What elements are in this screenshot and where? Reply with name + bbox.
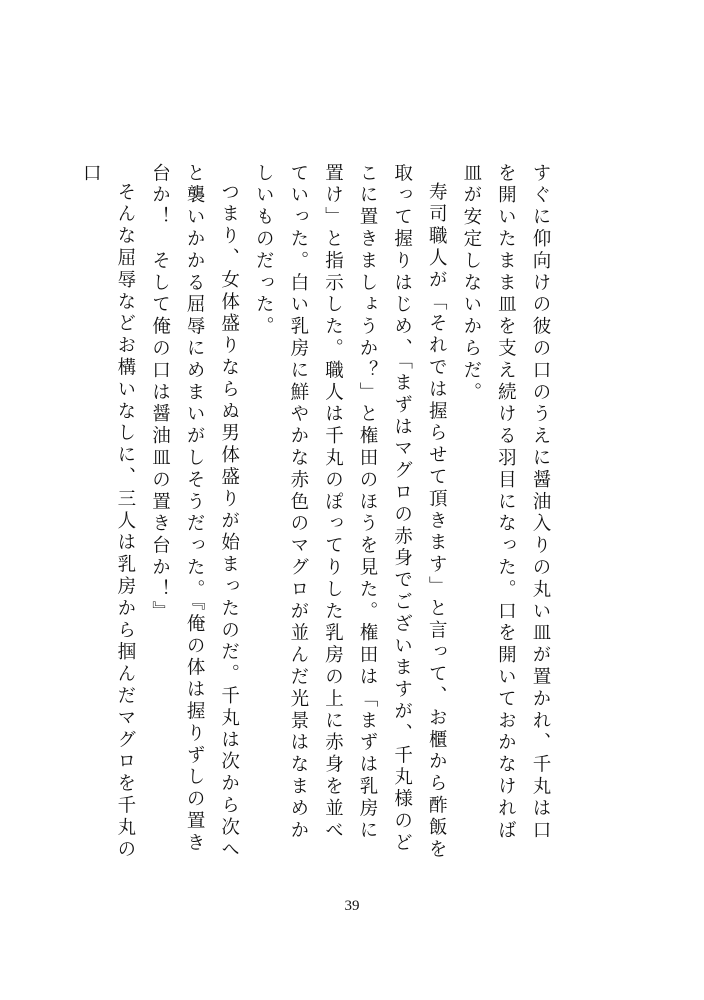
page-number: 39 bbox=[344, 898, 360, 914]
vertical-text-body bbox=[73, 163, 557, 863]
paragraph-3: つまり、女体盛りならぬ男体盛りが始まったのだ。千丸は次から次へと襲いかかる屈辱にめまいがしそうだった。『俺の体は握りずしの置き台か！ そして俺の口は醤油皿の置き台か！』 bbox=[149, 163, 240, 861]
paragraph-2: 寿司職人が「それでは握らせて頂きます」と言って、お櫃から酢飯を取って握りはじめ、「まずはマグロの赤身でございますが、千丸様のどこに置きましょうか？」と権田のほうを見た。権田は「まずは乳房に置け」と指示した。職人は千丸のぽってりした乳房の上に赤身を並べていった。白い乳房に鮮やかな赤色のマグロが並んだ光景はなまめかしいものだった。 bbox=[253, 163, 448, 861]
paragraph-1: すぐに仰向けの彼の口のうえに醤油入りの丸い皿が置かれ、千丸は口を開いたまま皿を支え続ける羽目になった。口を開いておかなければ皿が安定しないからだ。 bbox=[460, 163, 551, 842]
paragraph-4: そんな屈辱などお構いなしに、三人は乳房から掴んだマグロを千丸の口 bbox=[80, 163, 136, 861]
